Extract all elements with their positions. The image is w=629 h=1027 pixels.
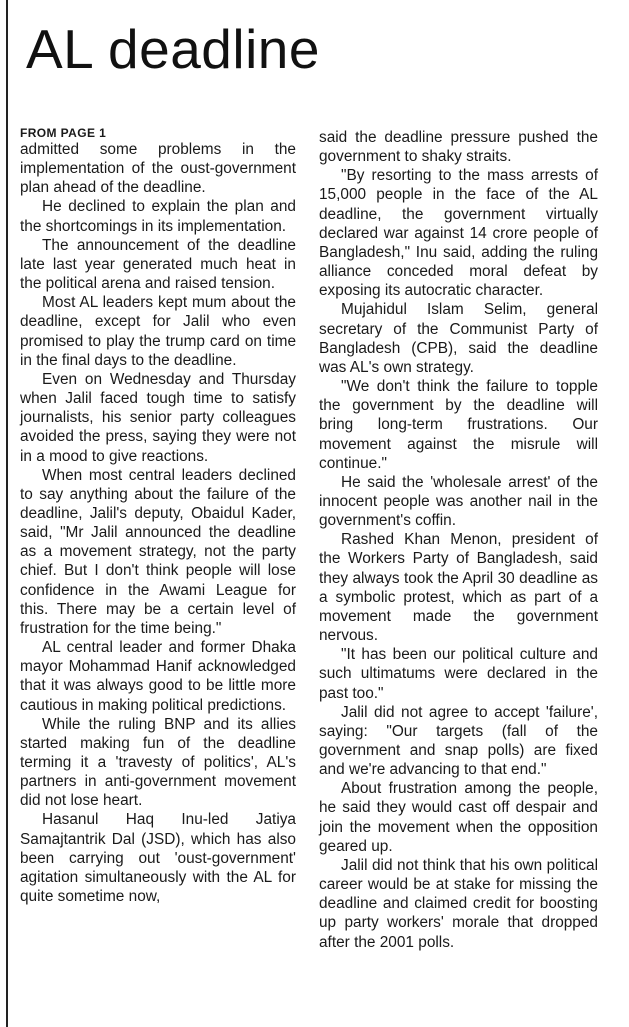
paragraph: Even on Wednesday and Thursday when Jalil faced tough time to satisfy journalists, his senior party colleagues avoided the press, saying they were not in a mood to give reactions.	[20, 370, 296, 465]
paragraph: "It has been our political culture and such ultimatums were declared in the past too."	[319, 646, 598, 702]
paragraph: He said the 'wholesale arrest' of the innocent people was another nail in the government's coffin.	[319, 473, 598, 530]
column-divider-rule	[6, 0, 8, 1027]
paragraph: AL central leader and former Dhaka mayor Mohammad Hanif acknowledged that it was always good to be little more cautious in making political predictions.	[20, 639, 296, 714]
paragraph: Mujahidul Islam Selim, general secretary of the Communist Party of Bangladesh (CPB), said the deadline was AL's own strategy.	[319, 301, 598, 376]
paragraph: About frustration among the people, he said they would cast off despair and join the movement when the opposition geared up.	[319, 780, 598, 855]
paragraph: When most central leaders declined to say anything about the failure of the deadline, Jalil's deputy, Obaidul Kader, said, "Mr Jalil announced the deadline as a movement strategy, not the party chief. But I don't think people will lose confidence in the Awami League for this. There may be a certain level of frustration for the time being."	[20, 466, 296, 637]
article-column-right	[319, 128, 598, 952]
paragraph: "By resorting to the mass arrests of 15,000 people in the face of the AL deadline, the government virtually declared war against 14 crore people of Bangladesh," Inu said, adding the ruling alliance conceded moral defeat by exposing its autocratic character.	[319, 167, 598, 300]
paragraph: While the ruling BNP and its allies started making fun of the deadline terming it a 'travesty of politics', AL's partners in anti-government movement did not lose heart.	[20, 715, 296, 810]
headline: AL deadline	[26, 18, 320, 80]
paragraph: said the deadline pressure pushed the government to shaky straits.	[319, 129, 598, 166]
continuation-kicker: FROM PAGE 1	[20, 126, 107, 140]
paragraph: The announcement of the deadline late last year generated much heat in the political arena and raised tension.	[20, 236, 296, 293]
article-column-left	[20, 127, 296, 906]
paragraph: Jalil did not agree to accept 'failure', saying: "Our targets (fall of the government and snap polls) are fixed and we're advancing to that end."	[319, 703, 598, 779]
paragraph: He declined to explain the plan and the shortcomings in its implementation.	[20, 198, 296, 235]
paragraph: Jalil did not think that his own political career would be at stake for missing the deadline and claimed credit for boosting up party workers' morale that dropped after the 2001 polls.	[319, 856, 598, 951]
paragraph: Hasanul Haq Inu-led Jatiya Samajtantrik Dal (JSD), which has also been carrying out 'oust-government' agitation simultaneously with the AL for quite sometime now,	[20, 811, 296, 906]
paragraph: Rashed Khan Menon, president of the Workers Party of Bangladesh, said they always took the April 30 deadline as a symbolic protest, which as part of a movement made the government nervous.	[319, 531, 598, 645]
paragraph: Most AL leaders kept mum about the deadline, except for Jalil who even promised to play the trump card on time in the final days to the deadline.	[20, 294, 296, 369]
paragraph: "We don't think the failure to topple the government by the deadline will bring long-term frustrations. Our movement against the misrule will continue."	[319, 378, 598, 472]
paragraph: admitted some problems in the implementation of the oust-government plan ahead of the deadline.	[20, 141, 296, 197]
